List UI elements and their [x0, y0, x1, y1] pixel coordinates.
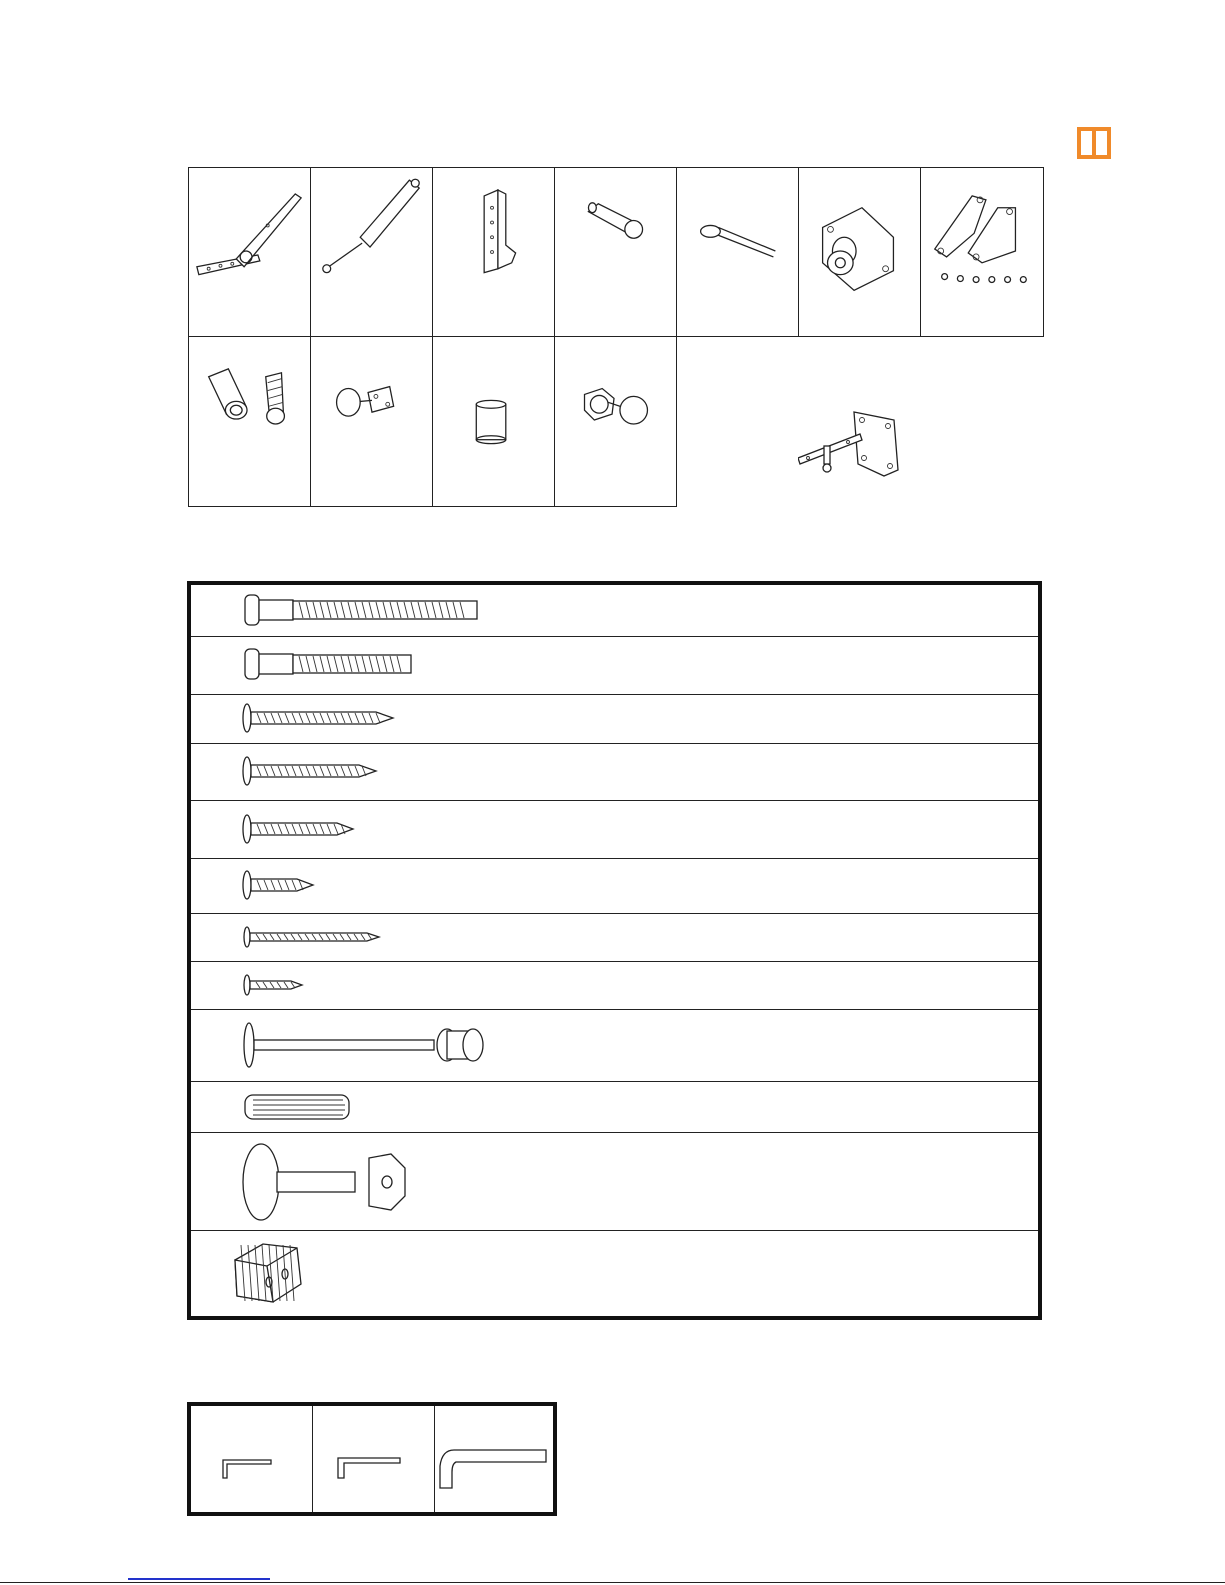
footer-link-underline[interactable] [128, 1578, 270, 1580]
allen-key-icon [191, 1406, 312, 1512]
hardware-row-bolt-and-barrel-nut [191, 1009, 1038, 1082]
clevis-pin-icon [555, 168, 676, 336]
footer-divider [0, 1582, 1225, 1583]
allen-key-icon [312, 1406, 434, 1512]
fine-screw-icon [191, 913, 691, 961]
hinge-arm-icon [189, 168, 310, 336]
tools-table [187, 1402, 557, 1516]
part-clevis-pin [554, 167, 677, 337]
wood-screw-icon [191, 694, 691, 743]
block-connector-icon [191, 1230, 691, 1316]
carriage-bolt-icon [191, 1132, 691, 1230]
spacer-tube-icon [433, 337, 554, 506]
mounting-bracket-icon [433, 168, 554, 336]
hardware-row-block-connector [191, 1230, 1038, 1316]
parts-grid [188, 167, 1044, 507]
part-hinge-bracket-set [920, 167, 1044, 337]
ball-mount-icon [311, 337, 432, 506]
part-stay-bracket-assembly [798, 408, 910, 484]
hardware-row-carriage-bolt-and-nut [191, 1132, 1038, 1231]
tool-large-allen-key [434, 1406, 554, 1512]
dowel-icon [191, 1081, 691, 1132]
part-hinge-arm [188, 167, 311, 337]
tool-small-allen-key [191, 1406, 313, 1512]
part-mounting-bracket [432, 167, 555, 337]
hardware-row-wood-dowel [191, 1081, 1038, 1133]
hardware-row-fine-screw-short [191, 961, 1038, 1010]
pivot-plate-icon [799, 168, 920, 336]
part-ball-mount [310, 336, 433, 507]
bolt-barrel-nut-icon [191, 1009, 691, 1081]
hardware-row-screw-long [191, 694, 1038, 744]
tool-medium-allen-key [312, 1406, 435, 1512]
stay-bracket-assembly-icon [798, 408, 910, 484]
wood-screw-icon [191, 858, 691, 913]
hinge-bracket-set-icon [921, 168, 1043, 336]
ball-stud-icon [555, 337, 676, 506]
hardware-row-long-connector-bolt [191, 585, 1038, 637]
hardware-row-screw-medium [191, 800, 1038, 859]
allen-key-icon [434, 1406, 554, 1512]
gas-strut-icon [311, 168, 432, 336]
part-gas-strut [310, 167, 433, 337]
hardware-row-screw-short [191, 858, 1038, 914]
part-sleeve-and-bolt [188, 336, 311, 507]
sleeve-and-bolt-icon [189, 337, 310, 506]
hardware-table [187, 581, 1042, 1320]
part-spacer-tube [432, 336, 555, 507]
orange-square-bracket-icon [1077, 127, 1111, 159]
hardware-row-fine-screw-long [191, 913, 1038, 962]
wood-screw-icon [191, 800, 691, 858]
part-ball-stud [554, 336, 677, 507]
cotter-pin-icon [677, 168, 798, 336]
wood-screw-icon [191, 743, 691, 800]
part-pivot-plate [798, 167, 921, 337]
hardware-row-short-connector-bolt [191, 636, 1038, 695]
part-cotter-pin [676, 167, 799, 337]
hardware-row-screw-medium-long [191, 743, 1038, 801]
fine-screw-icon [191, 961, 691, 1009]
connector-bolt-icon [191, 585, 691, 636]
connector-bolt-icon [191, 636, 691, 694]
